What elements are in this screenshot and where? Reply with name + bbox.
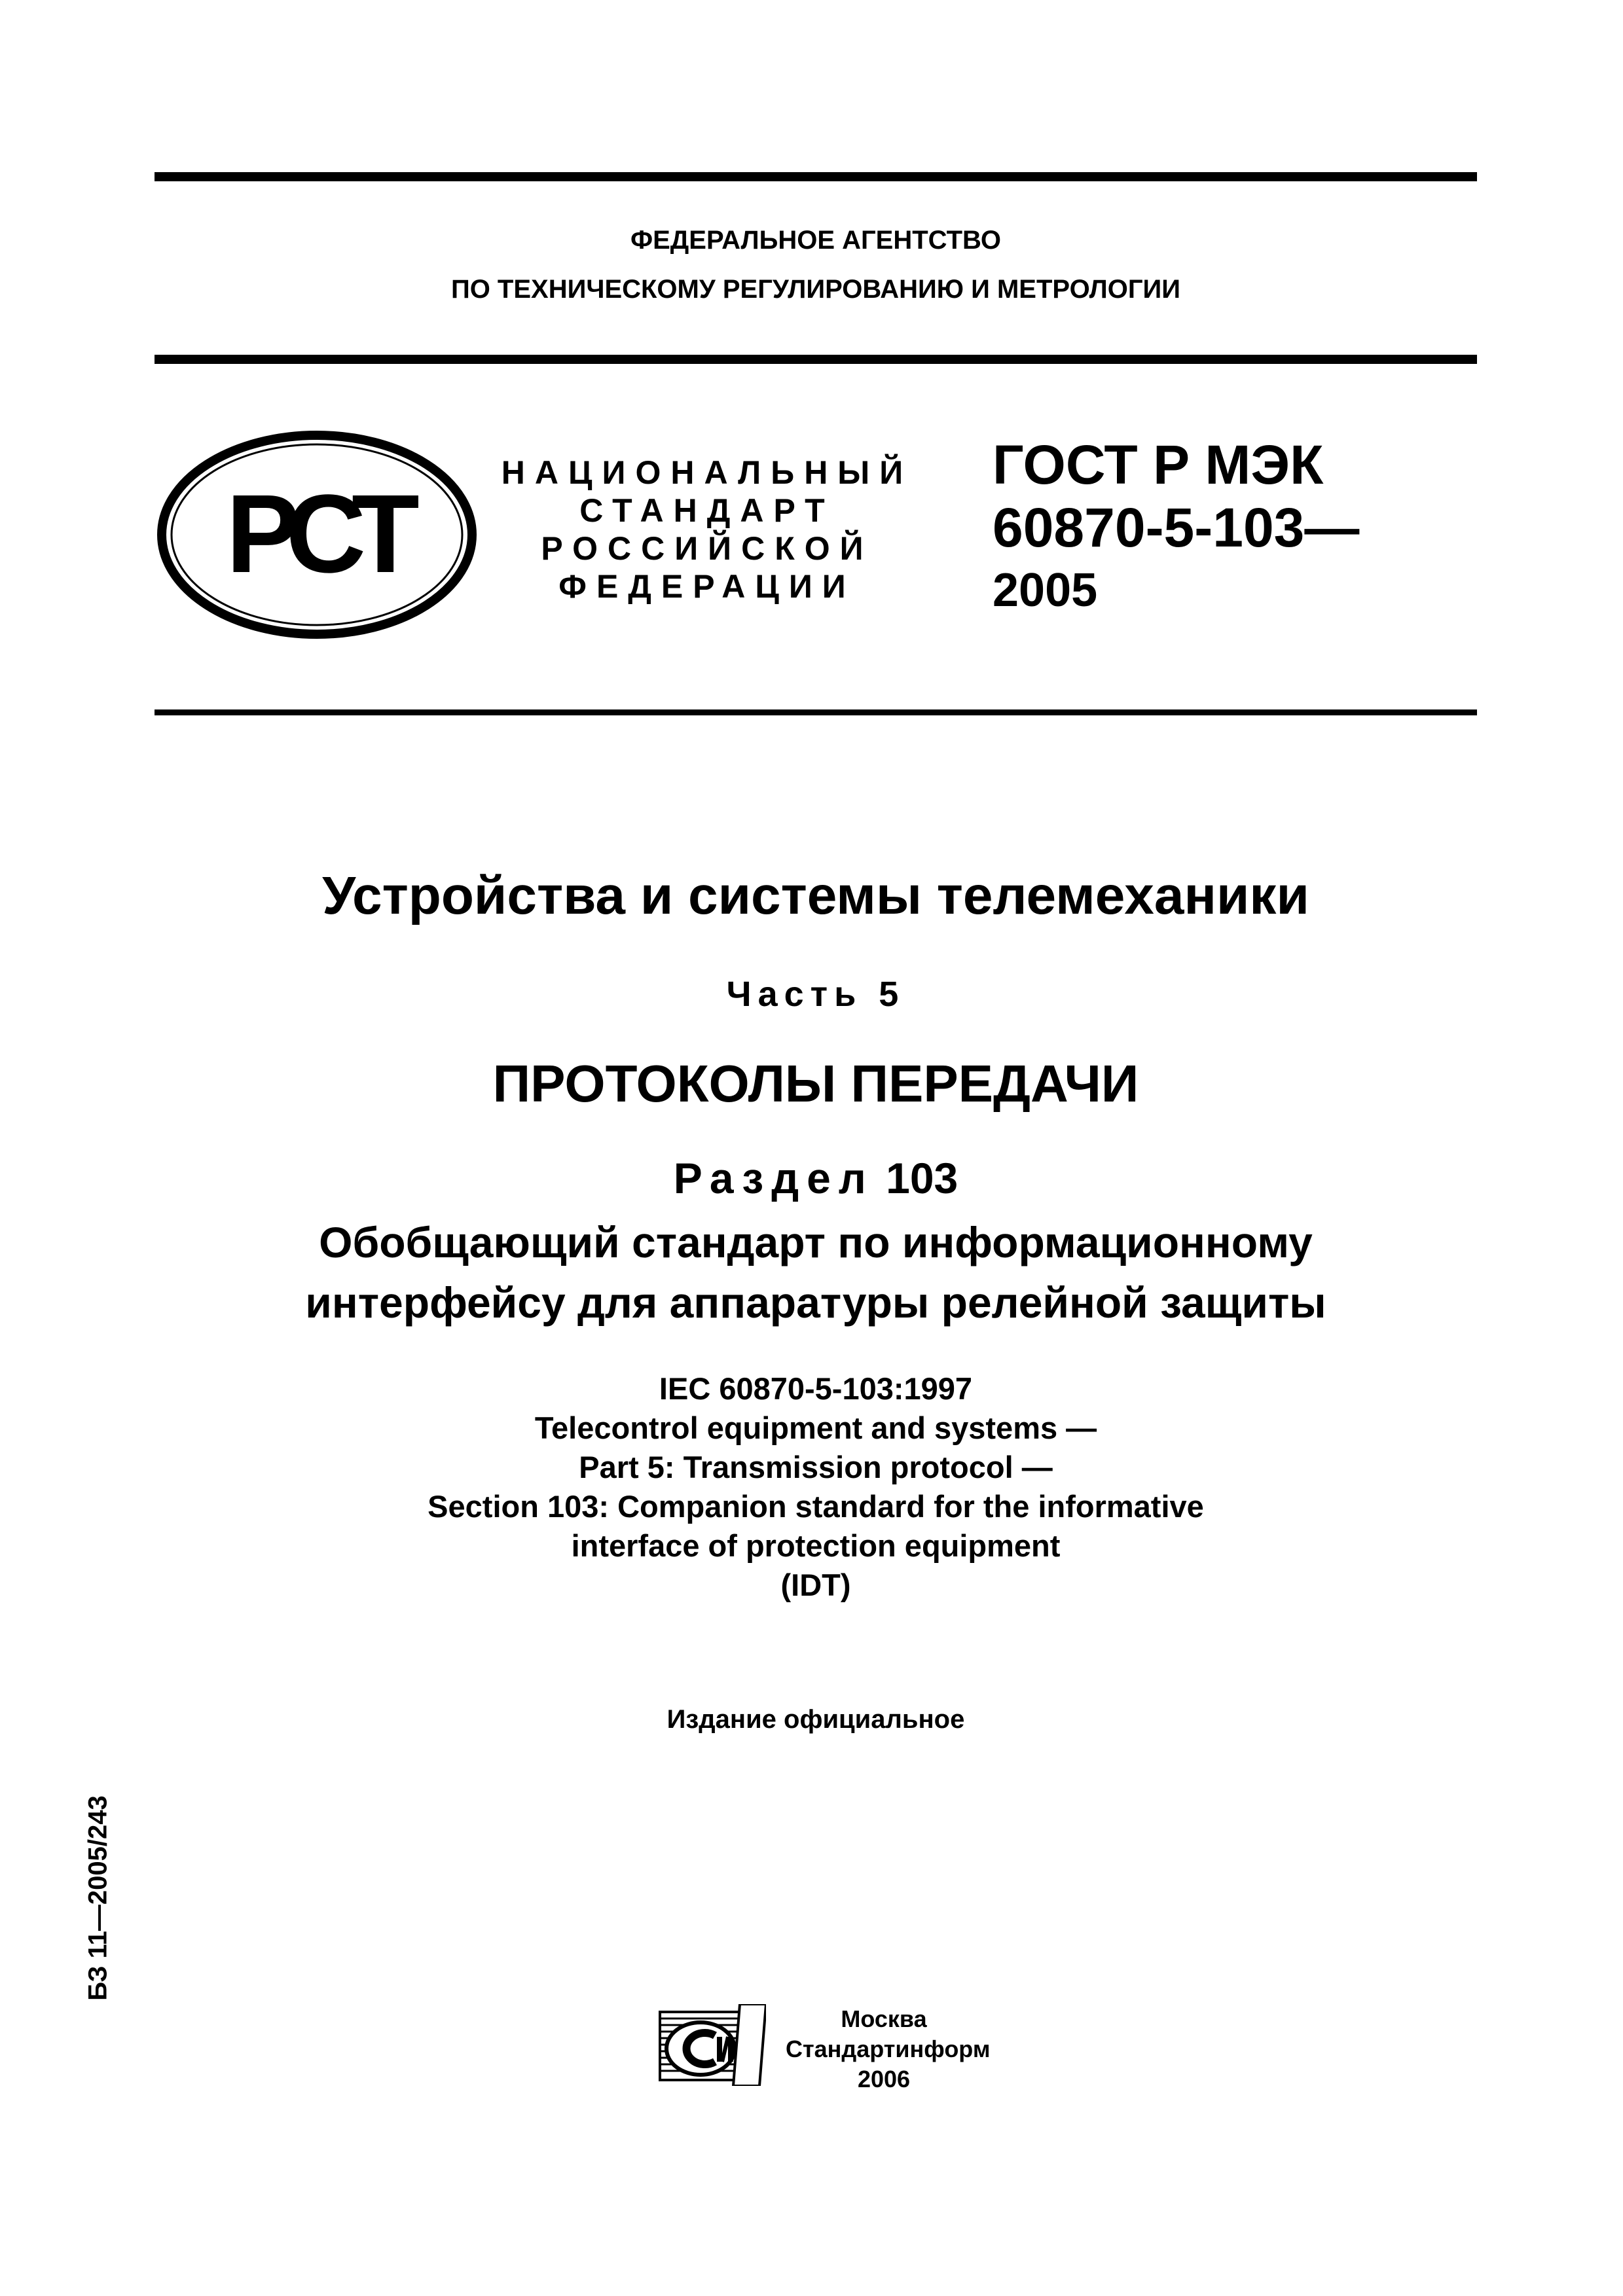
english-line-3: Part 5: Transmission protocol — — [579, 1450, 1053, 1484]
publisher-year: 2006 — [857, 2066, 911, 2092]
section-number: 103 — [886, 1154, 958, 1202]
national-standard-line-3: РОССИЙСКОЙ — [541, 530, 873, 567]
agency-line-2: ПО ТЕХНИЧЕСКОМУ РЕГУЛИРОВАНИЮ И МЕТРОЛОГИИ — [450, 275, 1181, 304]
english-line-5: interface of protection equipment — [571, 1528, 1061, 1563]
emblem-text: РСТ — [226, 472, 408, 596]
section-title-line-2: интерфейсу для аппаратуры релейной защиты — [305, 1278, 1326, 1327]
part-label: Часть 5 — [726, 975, 905, 1014]
section-title-line-1: Обобщающий стандарт по информационному — [319, 1218, 1313, 1266]
english-line-6: (IDT) — [780, 1568, 851, 1602]
agency-line-1: ФЕДЕРАЛЬНОЕ АГЕНТСТВО — [630, 226, 1002, 255]
section-heading — [155, 1153, 1477, 1203]
designation-line-2: 60870-5-103— — [993, 497, 1360, 558]
header-rule — [155, 355, 1477, 364]
main-title: Устройства и системы телемеханики — [322, 866, 1309, 925]
national-standard-line-4: ФЕДЕРАЦИИ — [558, 568, 856, 605]
national-standard-line-2: СТАНДАРТ — [579, 492, 835, 529]
designation-rule — [155, 709, 1477, 715]
gost-r-emblem — [155, 427, 482, 643]
national-standard-line-1: НАЦИОНАЛЬНЫЙ — [501, 454, 913, 491]
english-line-1: IEC 60870-5-103:1997 — [659, 1371, 973, 1406]
standartinform-logo — [655, 2004, 766, 2086]
top-rule — [155, 172, 1477, 181]
designation-line-3: 2005 — [993, 564, 1098, 617]
edition-label: Издание официальное — [666, 1705, 965, 1734]
section-word: Раздел — [673, 1154, 874, 1202]
side-code-text: БЗ 11—2005/243 — [83, 1795, 113, 2001]
designation-line-1: ГОСТ Р МЭК — [993, 434, 1324, 495]
publisher-city: Москва — [841, 2005, 927, 2032]
english-line-2: Telecontrol equipment and systems — — [534, 1410, 1097, 1445]
publisher-name: Стандартинформ — [786, 2036, 991, 2062]
part-title: ПРОТОКОЛЫ ПЕРЕДАЧИ — [492, 1054, 1139, 1113]
english-line-4: Section 103: Companion standard for the informative — [428, 1489, 1204, 1524]
